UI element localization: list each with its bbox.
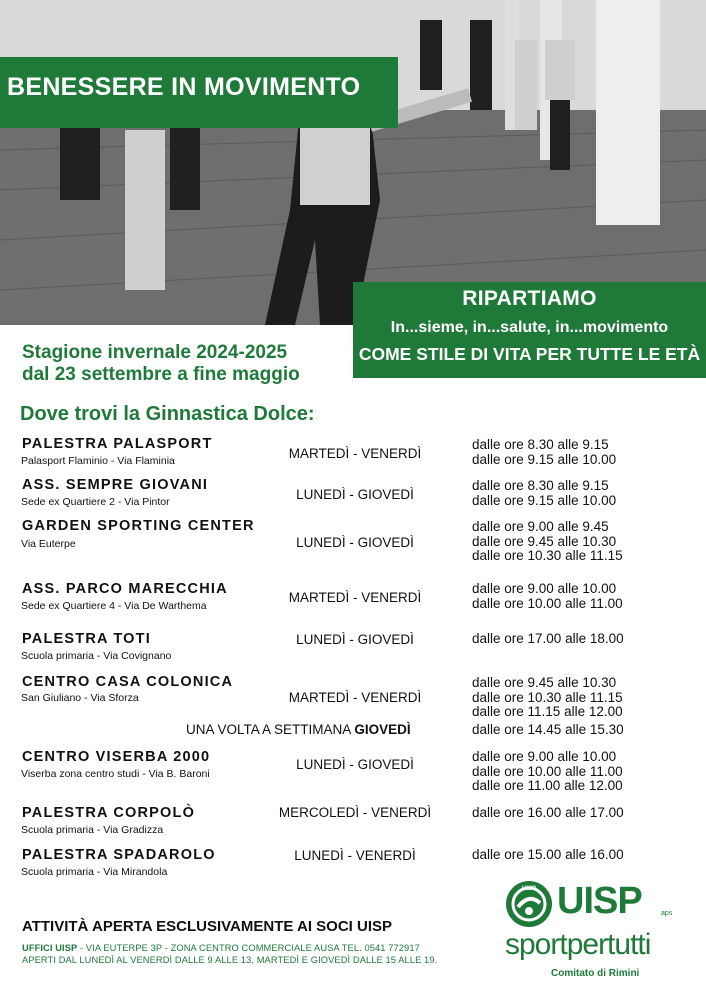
time-slot: dalle ore 15.00 alle 16.00	[472, 847, 624, 862]
venue-address: Viserba zona centro studi - Via B. Baroni	[21, 768, 210, 780]
weekly-note-time: dalle ore 14.45 alle 15.30	[472, 722, 624, 737]
venue-address: Scuola primaria - Via Gradizza	[21, 824, 164, 836]
uisp-emblem-text: UISP	[521, 886, 537, 892]
title-banner	[0, 57, 398, 128]
venue-address: Scuola primaria - Via Mirandola	[21, 866, 168, 878]
ripartiamo-box	[353, 282, 706, 378]
time-slot: dalle ore 10.30 alle 11.15	[472, 689, 623, 705]
venue-name: PALESTRA PALASPORT	[22, 436, 213, 452]
venue-name: PALESTRA TOTI	[22, 631, 151, 647]
venue-times	[472, 582, 623, 611]
venue-days: LUNEDÌ - GIOVEDÌ	[296, 757, 414, 772]
logo-tagline: sportpertutti	[505, 928, 651, 961]
venue-days: MARTEDÌ - VENERDÌ	[288, 590, 422, 605]
venue-days: MERCOLEDÌ - VENERDÌ	[278, 805, 432, 820]
weekly-note-day: GIOVEDÌ	[354, 722, 411, 737]
page-title: BENESSERE IN MOVIMENTO	[7, 73, 361, 101]
time-slot: dalle ore 8.30 alle 9.15	[472, 437, 609, 452]
venue-days: MARTEDÌ - VENERDÌ	[288, 446, 422, 461]
venue-times	[472, 438, 616, 467]
venue-times	[472, 479, 616, 508]
venue-address: Sede ex Quartiere 4 - Via De Warthema	[21, 600, 207, 612]
venue-address: Via Euterpe	[21, 538, 76, 550]
time-slot: dalle ore 16.00 alle 17.00	[472, 805, 624, 820]
venue-days: LUNEDÌ - GIOVEDÌ	[296, 535, 414, 550]
weekly-note-prefix: UNA VOLTA A SETTIMANA	[186, 722, 355, 737]
venue-address: Scuola primaria - Via Covignano	[21, 650, 172, 662]
venue-name: PALESTRA SPADAROLO	[22, 847, 216, 863]
membership-notice: ATTIVITÀ APERTA ESCLUSIVAMENTE AI SOCI UISP	[22, 918, 393, 935]
time-slot: dalle ore 17.00 alle 18.00	[472, 631, 624, 646]
time-slot: dalle ore 9.45 alle 10.30	[472, 533, 617, 549]
venue-times	[472, 848, 624, 863]
logo-aps: aps	[661, 910, 673, 917]
season-info	[22, 342, 300, 386]
office-address: - VIA EUTERPE 3P - ZONA CENTRO COMMERCIALE AUSA TEL. 0541 772917	[77, 943, 420, 953]
time-slot: dalle ore 8.30 alle 9.15	[472, 478, 609, 493]
office-label: UFFICI UISP	[22, 943, 78, 953]
venue-address: Palasport Flaminio - Via Flaminia	[21, 455, 175, 467]
venue-days: LUNEDÌ - GIOVEDÌ	[296, 632, 414, 647]
venue-days: MARTEDÌ - VENERDÌ	[288, 690, 422, 705]
ripartiamo-slogan: COME STILE DI VITA PER TUTTE LE ETÀ	[358, 344, 701, 364]
time-slot: dalle ore 10.00 alle 11.00	[472, 595, 623, 611]
logo-committee: Comitato di Rimini	[551, 968, 640, 979]
venue-times	[472, 806, 624, 821]
venue-times	[472, 632, 624, 647]
office-hours: APERTI DAL LUNEDÌ AL VENERDÌ DALLE 9 ALLE 13, MARTEDÌ E GIOVEDÌ DALLE 15 ALLE 19.	[22, 955, 438, 965]
time-slot: dalle ore 9.15 alle 10.00	[472, 451, 617, 467]
venue-times	[472, 520, 623, 564]
time-slot: dalle ore 10.30 alle 11.15	[472, 548, 623, 563]
time-slot: dalle ore 9.00 alle 10.00	[472, 581, 617, 596]
gym-scene-illustration	[0, 0, 706, 325]
time-slot: dalle ore 9.15 alle 10.00	[472, 492, 617, 508]
time-slot: dalle ore 10.00 alle 11.00	[472, 763, 623, 779]
office-info	[22, 942, 437, 966]
venue-name: CENTRO VISERBA 2000	[22, 749, 211, 765]
logo-wordmark: UISP	[557, 880, 642, 922]
venue-address: Sede ex Quartiere 2 - Via Pintor	[21, 496, 170, 508]
venue-name: ASS. SEMPRE GIOVANI	[22, 477, 209, 493]
ripartiamo-motto: In...sieme, in...salute, in...movimento	[390, 319, 669, 336]
weekly-note	[186, 722, 411, 737]
venue-name: ASS. PARCO MARECCHIA	[22, 581, 228, 597]
season-line-1: Stagione invernale 2024-2025	[22, 342, 288, 363]
venue-address: San Giuliano - Via Sforza	[21, 692, 139, 704]
time-slot: dalle ore 9.45 alle 10.30	[472, 675, 617, 690]
time-slot: dalle ore 9.00 alle 9.45	[472, 519, 609, 534]
uisp-emblem-icon	[506, 881, 552, 927]
time-slot: dalle ore 11.15 alle 12.00	[472, 704, 623, 719]
venue-name: GARDEN SPORTING CENTER	[22, 518, 255, 534]
venue-name: PALESTRA CORPOLÒ	[22, 805, 196, 821]
venue-days: LUNEDÌ - GIOVEDÌ	[296, 487, 414, 502]
hero-photo	[0, 0, 706, 325]
ripartiamo-heading: RIPARTIAMO	[462, 287, 597, 310]
venue-times	[472, 750, 623, 794]
section-title: Dove trovi la Ginnastica Dolce:	[20, 403, 315, 425]
uisp-logo	[503, 878, 688, 983]
venue-times	[472, 676, 623, 720]
season-line-2: dal 23 settembre a fine maggio	[22, 364, 300, 385]
time-slot: dalle ore 11.00 alle 12.00	[472, 778, 623, 793]
venue-days: LUNEDÌ - VENERDÌ	[294, 848, 416, 863]
venue-name: CENTRO CASA COLONICA	[22, 674, 234, 690]
time-slot: dalle ore 9.00 alle 10.00	[472, 749, 617, 764]
